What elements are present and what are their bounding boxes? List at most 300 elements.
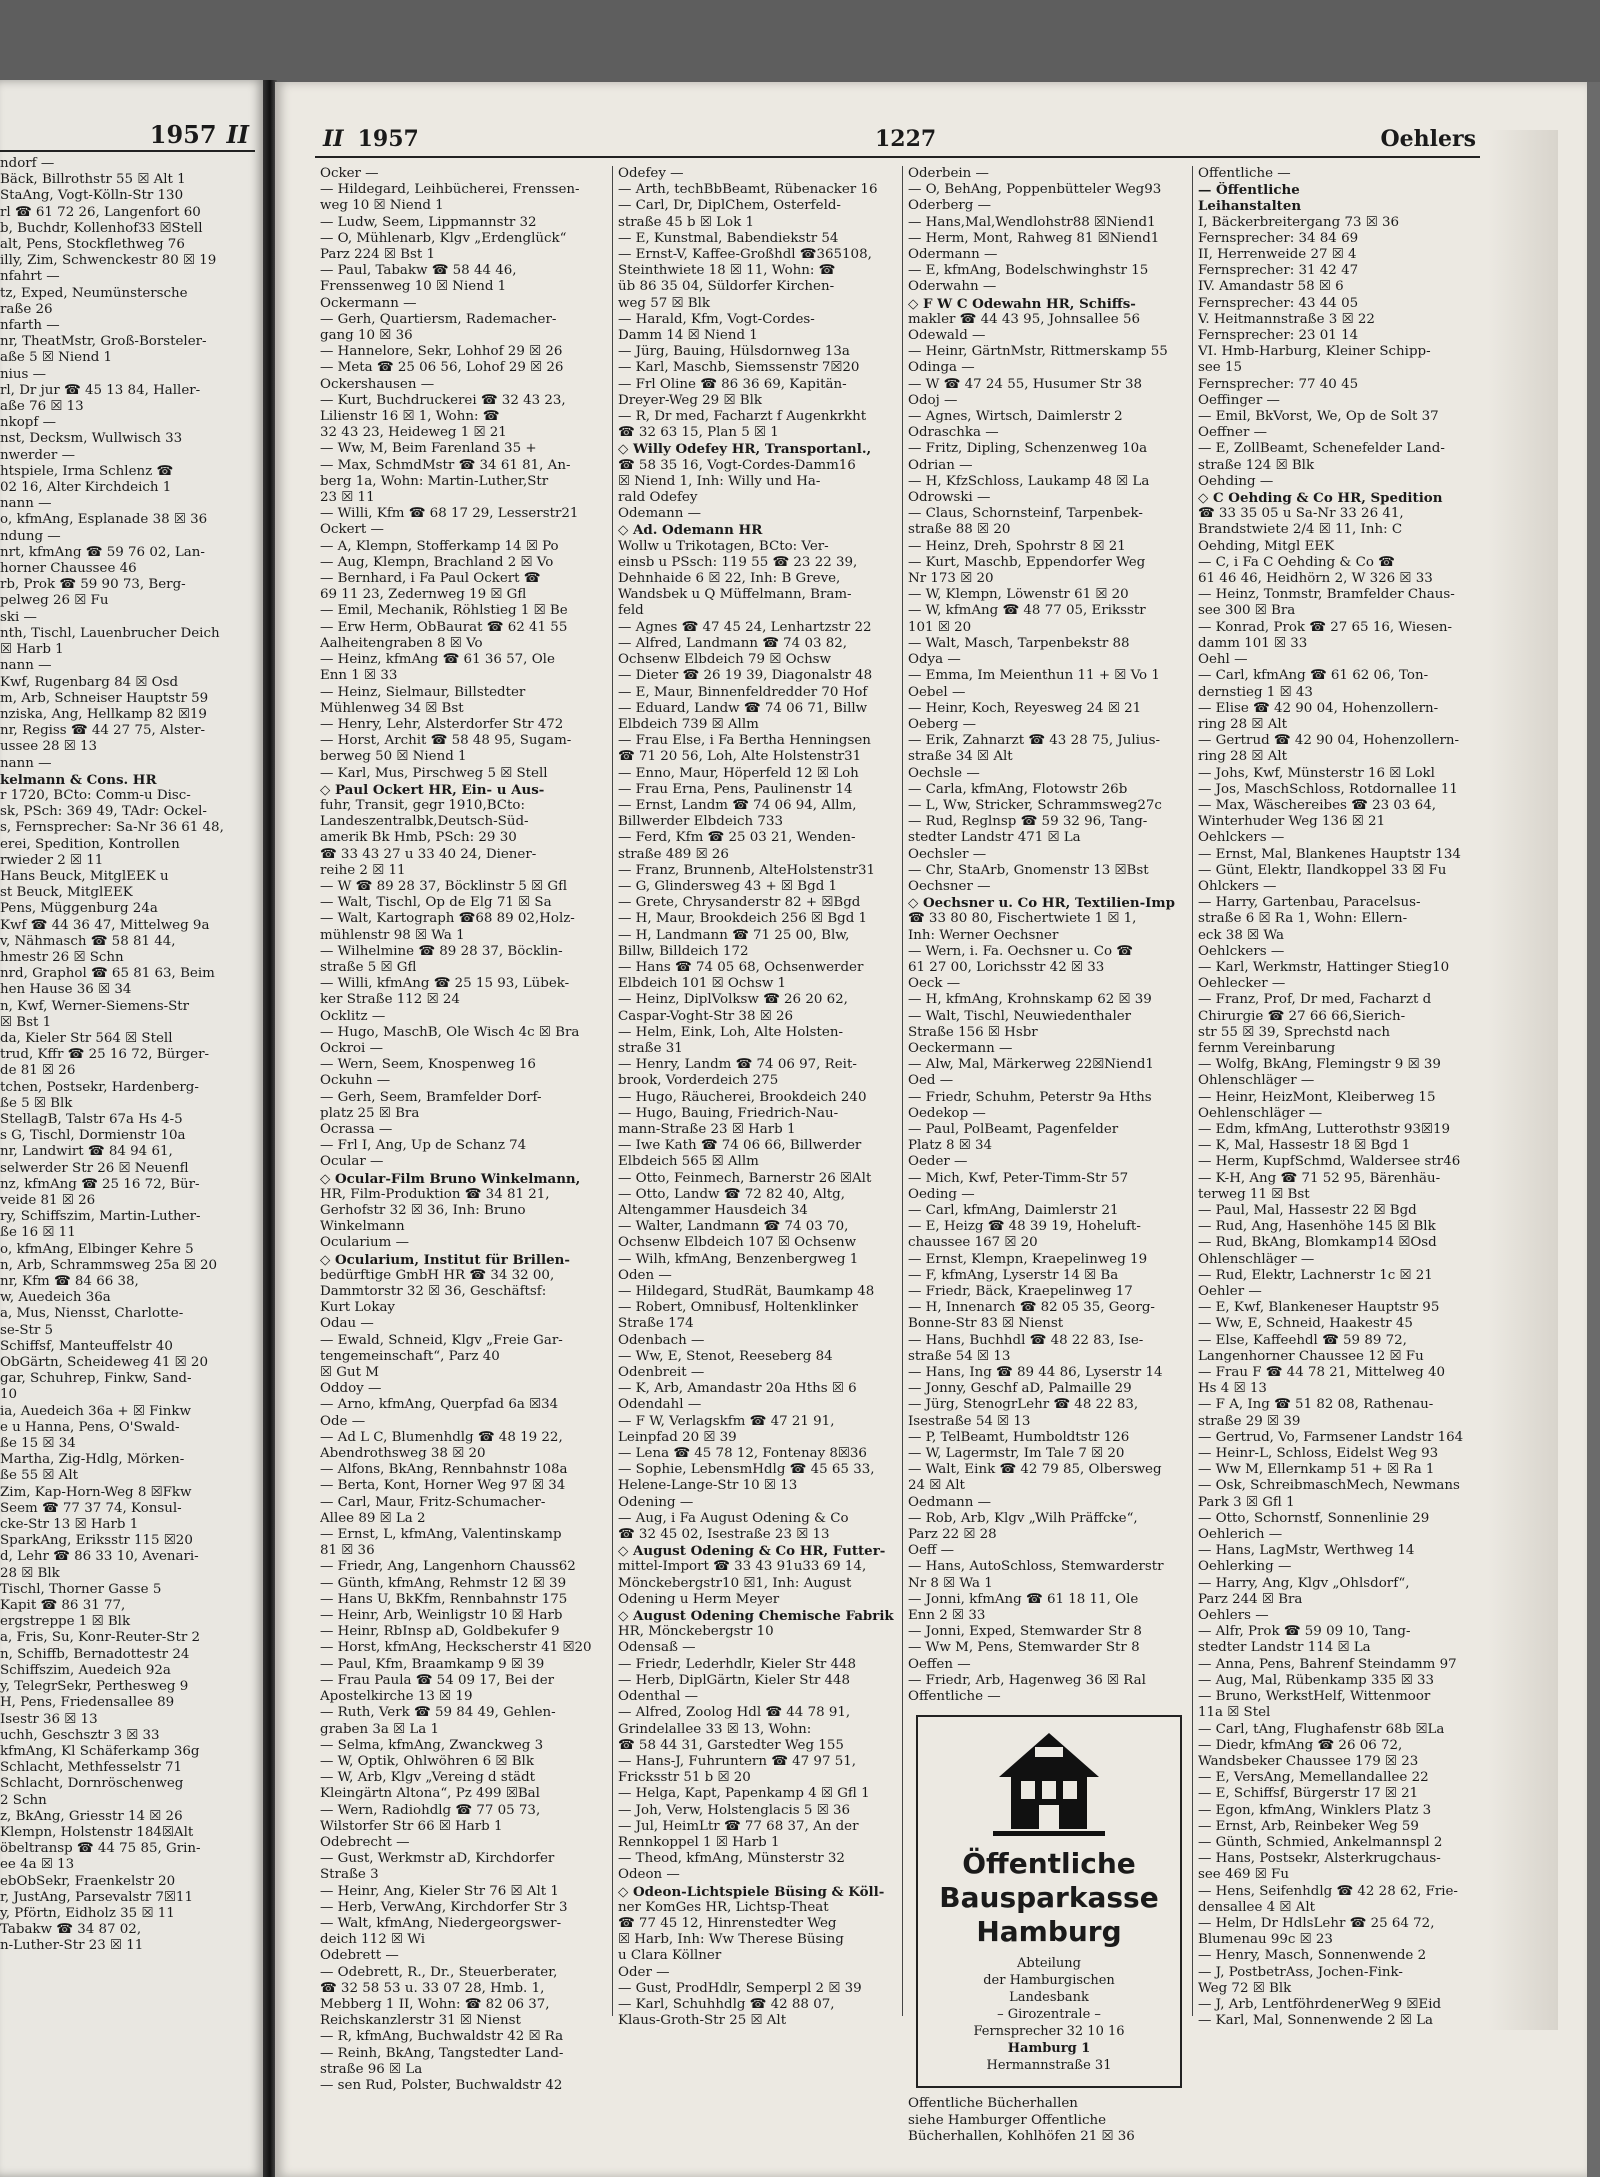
directory-entry: — Aug, i Fa August Odening & Co <box>618 1510 849 1526</box>
directory-entry: — Max, SchmdMstr ☎ 34 61 81, An- <box>320 457 571 473</box>
directory-entry: Enn 2 ☒ 33 <box>908 1608 986 1624</box>
directory-entry: — Chr, StaArb, Gnomenstr 13 ☒Bst <box>908 862 1149 878</box>
directory-entry: — Heinr, Arb, Weinligstr 10 ☒ Harb <box>320 1608 563 1624</box>
directory-entry: 10 <box>0 1387 18 1403</box>
directory-entry: — Frau F ☎ 44 78 21, Mittelweg 40 <box>1198 1365 1446 1381</box>
directory-entry: ski — <box>0 609 37 625</box>
directory-entry: Odenbreit — <box>618 1365 705 1381</box>
directory-entry: Odermann — <box>908 247 998 263</box>
directory-entry: Winkelmann <box>320 1219 405 1235</box>
directory-entry: — Gerh, Quartiersm, Rademacher- <box>320 311 557 327</box>
directory-entry: Oeding — <box>908 1186 975 1202</box>
directory-entry: Oehlerking — <box>1198 1559 1292 1575</box>
directory-entry: — Heinr, Koch, Reyesweg 24 ☒ 21 <box>908 700 1142 716</box>
directory-entry: Parz 224 ☒ Bst 1 <box>320 247 436 263</box>
directory-entry: — Erw Herm, ObBaurat ☎ 62 41 55 <box>320 619 568 635</box>
directory-entry: straße 29 ☒ 39 <box>1198 1413 1301 1429</box>
directory-entry: nz, kfmAng ☎ 25 16 72, Bür- <box>0 1176 200 1192</box>
directory-entry: — Hildegard, Leihbücherei, Frenssen- <box>320 182 580 198</box>
directory-entry: — Karl, Schuhhdlg ☎ 42 88 07, <box>618 1996 835 2012</box>
directory-entry: — Hans, Buchhdl ☎ 48 22 83, Ise- <box>908 1332 1144 1348</box>
directory-entry: — E, Schiffsf, Bürgerstr 17 ☒ 21 <box>1198 1786 1419 1802</box>
directory-entry: Blumenau 99c ☒ 23 <box>1198 1932 1333 1948</box>
directory-entry: — Paul, Tabakw ☎ 58 44 46, <box>320 263 517 279</box>
directory-entry: stedter Landstr 471 ☒ La <box>908 830 1081 846</box>
directory-entry: o, kfmAng, Esplanade 38 ☒ 36 <box>0 512 208 528</box>
directory-entry: rwieder 2 ☒ 11 <box>0 852 104 868</box>
directory-entry: Schlacht, Dornröschenweg <box>0 1776 184 1792</box>
directory-entry: — Willi, Kfm ☎ 68 17 29, Lesserstr21 <box>320 506 579 522</box>
directory-entry: Odemann — <box>618 506 702 522</box>
directory-entry: — Egon, kfmAng, Winklers Platz 3 <box>1198 1802 1432 1818</box>
directory-entry: Oechsle — <box>908 765 980 781</box>
directory-entry: Weg 72 ☒ Blk <box>1198 1980 1292 1996</box>
directory-entry: y, TelegrSekr, Perthesweg 9 <box>0 1679 189 1695</box>
directory-entry: Ocularium — <box>320 1235 410 1251</box>
directory-entry: Schlacht, Methfesselstr 71 <box>0 1760 183 1776</box>
directory-entry: Mühlenweg 34 ☒ Bst <box>320 700 464 716</box>
directory-entry: VI. Hmb-Harburg, Kleiner Schipp- <box>1198 344 1431 360</box>
directory-entry: Ohlenschläger — <box>1198 1073 1315 1089</box>
directory-entry: ia, Auedeich 36a + ☒ Finkw <box>0 1403 191 1419</box>
directory-entry: Billw, Billdeich 172 <box>618 943 749 959</box>
directory-entry: ◇ F W C Odewahn HR, Schiffs- <box>908 295 1136 312</box>
directory-entry: aße 76 ☒ 13 <box>0 399 84 415</box>
directory-entry: Damm 14 ☒ Niend 1 <box>618 328 758 344</box>
directory-entry: Landeszentralbk,Deutsch-Süd- <box>320 814 529 830</box>
directory-entry: Schiffszim, Auedeich 92a <box>0 1662 171 1678</box>
directory-entry: erei, Spedition, Kontrollen <box>0 836 180 852</box>
directory-entry: — Diedr, kfmAng ☎ 26 06 72, <box>1198 1737 1403 1753</box>
directory-entry: rl ☎ 61 72 26, Langenfort 60 <box>0 204 201 220</box>
directory-entry: — Erik, Zahnarzt ☎ 43 28 75, Julius- <box>908 733 1161 749</box>
directory-entry: Ocular — <box>320 1154 384 1170</box>
directory-entry: deich 112 ☒ Wi <box>320 1932 426 1948</box>
directory-entry: — Hans, Postsekr, Alsterkrugchaus- <box>1198 1851 1441 1867</box>
directory-entry: berg 1a, Wohn: Martin-Luther,Str <box>320 473 549 489</box>
directory-entry: ☎ 32 45 02, Isestraße 23 ☒ 13 <box>618 1527 830 1543</box>
directory-entry: Bonne-Str 83 ☒ Nienst <box>908 1316 1064 1332</box>
directory-entry: weg 10 ☒ Niend 1 <box>320 198 444 214</box>
directory-entry: Odendahl — <box>618 1397 702 1413</box>
directory-entry: — Paul, Mal, Hassestr 22 ☒ Bgd <box>1198 1203 1417 1218</box>
directory-entry: Dreyer-Weg 29 ☒ Blk <box>618 392 762 408</box>
directory-entry: — Aug, Klempn, Brachland 2 ☒ Vo <box>320 554 554 570</box>
directory-entry: — Heinr, Ang, Kieler Str 76 ☒ Alt 1 <box>320 1883 559 1899</box>
directory-entry: Brandstwiete 2/4 ☒ 11, Inh: C <box>1198 522 1403 538</box>
directory-entry: see 300 ☒ Bra <box>1198 603 1296 619</box>
directory-entry: stedter Landstr 114 ☒ La <box>1198 1640 1371 1656</box>
directory-entry: — Franz, Brunnenb, AlteHolstenstr31 <box>618 862 876 878</box>
directory-entry: 61 46 46, Heidhörn 2, W 326 ☒ 33 <box>1198 571 1433 587</box>
directory-entry: I, Bäckerbreitergang 73 ☒ 36 <box>1198 214 1400 230</box>
directory-entry: üb 86 35 04, Süldorfer Kirchen- <box>618 279 835 295</box>
directory-entry: — Karl, Mus, Pirschweg 5 ☒ Stell <box>320 765 548 781</box>
directory-entry: — Frl Oline ☎ 86 36 69, Kapitän- <box>618 376 847 392</box>
directory-entry: — Otto, Schornstf, Sonnenlinie 29 <box>1198 1510 1430 1526</box>
directory-entry: nann — <box>0 755 52 771</box>
directory-entry: Odrowski — <box>908 490 991 506</box>
directory-entry: — Rud, Ang, Hasenhöhe 145 ☒ Blk <box>1198 1219 1436 1235</box>
directory-entry: Fernsprecher: 43 44 05 <box>1198 295 1359 311</box>
directory-entry: — Theod, kfmAng, Münsterstr 32 <box>618 1851 845 1867</box>
directory-entry: — Otto, Feinmech, Barnerstr 26 ☒Alt <box>618 1170 872 1186</box>
directory-entry: — K, Mal, Hassestr 18 ☒ Bgd 1 <box>1198 1138 1411 1154</box>
directory-entry: — Gertrud ☎ 42 90 04, Hohenzollern- <box>1198 733 1460 749</box>
directory-entry: Oeckermann — <box>908 1040 1013 1056</box>
directory-entry: straße 5 ☒ Gfl <box>320 959 417 975</box>
directory-entry: Isestraße 54 ☒ 13 <box>908 1413 1031 1429</box>
right-page-header <box>315 122 1480 158</box>
directory-entry: — W, Klempn, Löwenstr 61 ☒ 20 <box>908 587 1129 603</box>
directory-entry: Oechsler — <box>908 846 987 862</box>
directory-entry: — W, kfmAng ☎ 48 77 05, Eriksstr <box>908 603 1146 619</box>
directory-entry: st Beuck, MitglEEK <box>0 885 133 901</box>
directory-entry: — Öffentliche <box>1198 182 1300 199</box>
directory-entry: ☎ 58 44 31, Garstedter Weg 155 <box>618 1737 844 1753</box>
directory-entry: — F A, Ing ☎ 51 82 08, Rathenau- <box>1198 1397 1434 1413</box>
directory-entry: ☎ 33 35 05 u Sa-Nr 33 26 41, <box>1198 506 1404 522</box>
directory-entry: Zim, Kap-Horn-Weg 8 ☒Fkw <box>0 1484 192 1500</box>
directory-entry: — W, Lagermstr, Im Tale 7 ☒ 20 <box>908 1446 1125 1462</box>
directory-entry: n, Kwf, Werner-Siemens-Str <box>0 998 190 1014</box>
directory-entry: — Hannelore, Sekr, Lohhof 29 ☒ 26 <box>320 344 563 360</box>
directory-entry: — Reinh, BkAng, Tangstedter Land- <box>320 2045 564 2061</box>
directory-entry: — Rud, Elektr, Lachnerstr 1c ☒ 21 <box>1198 1267 1433 1283</box>
directory-entry: ObGärtn, Scheideweg 41 ☒ 20 <box>0 1355 208 1371</box>
directory-entry: ☒ Niend 1, Inh: Willy und Ha- <box>618 473 821 489</box>
directory-entry: — Lena ☎ 45 78 12, Fontenay 8☒36 <box>618 1446 867 1462</box>
directory-entry: — Jonni, kfmAng ☎ 61 18 11, Ole <box>908 1591 1139 1607</box>
directory-entry: Apostelkirche 13 ☒ 19 <box>320 1689 473 1705</box>
directory-entry: ☎ 33 80 80, Fischertwiete 1 ☒ 1, <box>908 911 1137 927</box>
directory-entry: StaAng, Vogt-Kölln-Str 130 <box>0 188 184 204</box>
directory-entry: — Gust, ProdHdlr, Semperpl 2 ☒ 39 <box>618 1980 862 1996</box>
directory-entry: Winterhuder Weg 136 ☒ 21 <box>1198 814 1386 830</box>
directory-entry: Ocklitz — <box>320 1008 386 1024</box>
directory-entry: — Fritz, Dipling, Schenzenweg 10a <box>908 441 1148 457</box>
directory-entry: se-Str 5 <box>0 1322 54 1338</box>
directory-entry: gar, Schuhrep, Finkw, Sand- <box>0 1371 192 1387</box>
directory-entry: horner Chaussee 46 <box>0 561 137 577</box>
directory-entry: — Wilh, kfmAng, Benzenbergweg 1 <box>618 1251 859 1267</box>
directory-entry: — Heinr, RbInsp aD, Goldbekufer 9 <box>320 1624 560 1640</box>
directory-entry: Fernsprecher: 34 84 69 <box>1198 230 1359 246</box>
ad-title-line-2: Bausparkasse <box>939 1881 1159 1915</box>
directory-entry: densallee 4 ☒ Alt <box>1198 1899 1316 1915</box>
directory-entry: ☎ 32 63 15, Plan 5 ☒ 1 <box>618 425 779 441</box>
directory-entry: Oedmann — <box>908 1494 992 1510</box>
directory-entry: Oddoy — <box>320 1381 382 1397</box>
directory-entry: Oeberg — <box>908 716 977 732</box>
directory-entry: — E, kfmAng, Bodelschwinghstr 15 <box>908 263 1149 279</box>
directory-entry: Ocrassa — <box>320 1121 393 1137</box>
directory-entry: v, Nähmasch ☎ 58 81 44, <box>0 933 176 949</box>
directory-entry: — Friedr, Ang, Langenhorn Chauss62 <box>320 1559 576 1575</box>
directory-entry: 02 16, Alter Kirchdeich 1 <box>0 480 172 496</box>
directory-entry: dernstieg 1 ☒ 43 <box>1198 684 1313 700</box>
directory-entry: Isestr 36 ☒ 13 <box>0 1711 98 1727</box>
directory-entry: ◇ Ocular-Film Bruno Winkelmann, <box>320 1170 581 1187</box>
directory-entry: alt, Pens, Stockflethweg 76 <box>0 237 185 253</box>
directory-entry: — Ernst, Arb, Reinbeker Weg 59 <box>1198 1818 1419 1834</box>
directory-entry: Rennkoppel 1 ☒ Harb 1 <box>618 1834 780 1850</box>
directory-entry: — Ruth, Verk ☎ 59 84 49, Gehlen- <box>320 1705 556 1721</box>
directory-entry: n, Schiffb, Bernadottestr 24 <box>0 1646 190 1662</box>
directory-entry: Reichskanzlerstr 31 ☒ Nienst <box>320 2013 521 2029</box>
directory-entry: tz, Exped, Neumünstersche <box>0 285 188 301</box>
directory-entry: ◇ Willy Odefey HR, Transportanl., <box>618 441 872 458</box>
directory-entry: ergstreppe 1 ☒ Blk <box>0 1614 131 1630</box>
directory-entry: Gerhofstr 32 ☒ 36, Inh: Bruno <box>320 1203 526 1218</box>
directory-entry: nth, Tischl, Lauenbrucher Deich <box>0 625 220 641</box>
directory-entry: de 81 ☒ 26 <box>0 1063 76 1079</box>
directory-entry: straße 54 ☒ 13 <box>908 1348 1011 1364</box>
directory-entry: brook, Vorderdeich 275 <box>618 1073 779 1089</box>
directory-entry: ☎ 71 20 56, Loh, Alte Holstenstr31 <box>618 749 862 765</box>
directory-entry: — F W, Verlagskfm ☎ 47 21 91, <box>618 1413 835 1429</box>
directory-entry: damm 101 ☒ 33 <box>1198 635 1308 651</box>
directory-entry: Fernsprecher: 77 40 45 <box>1198 376 1359 392</box>
directory-entry: nwerder — <box>0 447 75 463</box>
directory-entry: — Meta ☎ 25 06 56, Lohof 29 ☒ 26 <box>320 360 564 376</box>
directory-entry: — Helga, Kapt, Papenkamp 4 ☒ Gfl 1 <box>618 1786 870 1802</box>
directory-entry: — Harald, Kfm, Vogt-Cordes- <box>618 311 815 327</box>
directory-entry: II, Herrenweide 27 ☒ 4 <box>1198 247 1357 263</box>
directory-entry: Odensaß — <box>618 1640 696 1656</box>
directory-entry: nrt, kfmAng ☎ 59 76 02, Lan- <box>0 544 205 560</box>
directory-entry: — O, BehAng, Poppenbütteler Weg93 <box>908 182 1162 198</box>
directory-entry: ☒ Harb, Inh: Ww Therese Büsing <box>618 1932 844 1948</box>
directory-entry: — Carl, kfmAng, Daimlerstr 21 <box>908 1203 1119 1218</box>
directory-entry: Kapit ☎ 86 31 77, <box>0 1598 126 1614</box>
directory-entry: — Rud, Reglnsp ☎ 59 32 96, Tang- <box>908 814 1148 830</box>
directory-entry: — K, Arb, Amandastr 20a Hths ☒ 6 <box>618 1381 857 1397</box>
directory-entry: — Arno, kfmAng, Querpfad 6a ☒34 <box>320 1397 559 1413</box>
directory-entry: — Berta, Kont, Horner Weg 97 ☒ 34 <box>320 1478 566 1494</box>
directory-entry: — Ernst, Klempn, Kraepelinweg 19 <box>908 1251 1148 1267</box>
right-header-roman: II <box>323 126 344 152</box>
directory-entry: — W, Optik, Ohlwöhren 6 ☒ Blk <box>320 1753 534 1769</box>
directory-entry: straße 124 ☒ Blk <box>1198 457 1315 473</box>
directory-entry: d, Lehr ☎ 86 33 10, Avenari- <box>0 1549 199 1565</box>
directory-entry: nfarth — <box>0 318 60 334</box>
directory-entry: aße 5 ☒ Niend 1 <box>0 350 113 366</box>
directory-entry: — Arth, techBbBeamt, Rübenacker 16 <box>618 182 878 198</box>
directory-entry: — Ludw, Seem, Lippmannstr 32 <box>320 214 537 230</box>
directory-entry: ☎ 77 45 12, Hinrenstedter Weg <box>618 1915 837 1931</box>
directory-entry: Inh: Werner Oechsner <box>908 927 1059 943</box>
directory-entry: — Konrad, Prok ☎ 27 65 16, Wiesen- <box>1198 619 1453 635</box>
directory-entry: — Harry, Gartenbau, Paracelsus- <box>1198 895 1421 911</box>
directory-entry: Wollw u Trikotagen, BCto: Ver- <box>618 538 829 554</box>
directory-entry: Seem ☎ 77 37 74, Konsul- <box>0 1500 182 1516</box>
directory-entry: Fricksstr 51 b ☒ 20 <box>618 1770 751 1786</box>
directory-entry: — Carl, kfmAng ☎ 61 62 06, Ton- <box>1198 668 1429 684</box>
directory-entry: Abendrothsweg 38 ☒ 20 <box>320 1446 486 1462</box>
directory-entry: — Elise ☎ 42 90 04, Hohenzollern- <box>1198 700 1439 716</box>
directory-column-3 <box>908 166 1190 2145</box>
directory-entry: Odinga — <box>908 360 975 376</box>
directory-entry: — H, Landmann ☎ 71 25 00, Blw, <box>618 927 850 943</box>
directory-column-2 <box>618 166 900 2029</box>
directory-entry: — Alfons, BkAng, Rennbahnstr 108a <box>320 1462 568 1478</box>
directory-entry: 23 ☒ 11 <box>320 490 375 506</box>
directory-entry: n-Luther-Str 23 ☒ 11 <box>0 1938 144 1954</box>
directory-entry: — Robert, Omnibusf, Holtenklinker <box>618 1300 858 1316</box>
directory-entry: Kwf, Rugenbarg 84 ☒ Osd <box>0 674 179 690</box>
directory-entry: — Kurt, Buchdruckerei ☎ 32 43 23, <box>320 392 566 408</box>
directory-entry: Oedekop — <box>908 1105 986 1121</box>
directory-entry: 101 ☒ 20 <box>908 619 972 635</box>
directory-entry: Oderberg — <box>908 198 991 214</box>
directory-entry: Oehlerich — <box>1198 1527 1283 1543</box>
directory-entry: Oehlckers — <box>1198 830 1285 846</box>
directory-entry: Odenbach — <box>618 1332 705 1348</box>
directory-entry: — Rud, BkAng, Blomkamp14 ☒Osd <box>1198 1235 1437 1251</box>
directory-entry: mittel-Import ☎ 33 43 91u33 69 14, <box>618 1559 867 1575</box>
directory-entry: Kleingärtn Altona“, Pz 499 ☒Bal <box>320 1786 540 1802</box>
directory-entry: a, Mus, Niensst, Charlotte- <box>0 1306 184 1322</box>
directory-entry: Lilienstr 16 ☒ 1, Wohn: ☎ <box>320 409 500 425</box>
directory-entry: ker Straße 112 ☒ 24 <box>320 992 460 1008</box>
directory-entry: Grindelallee 33 ☒ 13, Wohn: <box>618 1721 812 1737</box>
directory-entry: fernm Vereinbarung <box>1198 1040 1336 1056</box>
directory-entry: — Hugo, Räucherei, Brookdeich 240 <box>618 1089 867 1105</box>
directory-entry: mann-Straße 23 ☒ Harb 1 <box>618 1121 796 1137</box>
directory-entry: — Franz, Prof, Dr med, Facharzt d <box>1198 992 1432 1008</box>
directory-entry: — Hans, AutoSchloss, Stemwarderstr <box>908 1559 1164 1575</box>
directory-entry: — Emil, BkVorst, We, Op de Solt 37 <box>1198 409 1439 425</box>
left-header-year: 1957 <box>149 120 217 149</box>
directory-entry: — Else, Kaffeehdl ☎ 59 89 72, <box>1198 1332 1407 1348</box>
directory-entry: ee 4a ☒ 13 <box>0 1857 75 1873</box>
directory-entry: Odoj — <box>908 392 958 408</box>
directory-entry: Öffentliche Bücherhallen <box>908 2096 1078 2112</box>
directory-entry: Fernsprecher: 31 42 47 <box>1198 263 1359 279</box>
directory-entry: — Wern, i. Fa. Oechsner u. Co ☎ <box>908 943 1133 959</box>
directory-entry: Odebrecht — <box>320 1834 410 1850</box>
directory-entry: — Helm, Eink, Loh, Alte Holsten- <box>618 1024 844 1040</box>
directory-entry: — Karl, Maschb, Siemssenstr 7☒20 <box>618 360 860 376</box>
directory-entry: — Herb, VerwAng, Kirchdorfer Str 3 <box>320 1899 568 1915</box>
right-header-year: 1957 <box>357 126 419 152</box>
directory-entry: — Walt, Eink ☎ 42 79 85, Olbersweg <box>908 1462 1162 1478</box>
directory-entry: — H, Innenarch ☎ 82 05 35, Georg- <box>908 1300 1155 1316</box>
directory-entry: w, Auedeich 36a <box>0 1290 111 1306</box>
directory-entry: — Henry, Landm ☎ 74 06 97, Reit- <box>618 1057 857 1073</box>
directory-entry: nann — <box>0 496 52 512</box>
directory-entry: — E, VersAng, Memellandallee 22 <box>1198 1770 1429 1786</box>
directory-entry: — Henry, Masch, Sonnenwende 2 <box>1198 1948 1427 1964</box>
directory-entry: IV. Amandastr 58 ☒ 6 <box>1198 279 1344 295</box>
directory-entry: ◇ Odeon-Lichtspiele Büsing & Köll- <box>618 1883 885 1900</box>
directory-entry: — Carl, Dr, DiplChem, Osterfeld- <box>618 198 841 214</box>
ad-title-line-3: Hamburg <box>976 1915 1122 1949</box>
directory-entry: — Heinz, kfmAng ☎ 61 36 57, Ole <box>320 652 555 668</box>
directory-entry: — Johs, Kwf, Münsterstr 16 ☒ Lokl <box>1198 765 1435 781</box>
directory-entry: — Selma, kfmAng, Zwanckweg 3 <box>320 1737 544 1753</box>
directory-entry: — Ww, M, Beim Farenland 35 + <box>320 441 537 457</box>
directory-entry: — Walt, Tischl, Neuwiedenthaler <box>908 1008 1132 1024</box>
directory-entry: — Emil, Mechanik, Röhlstieg 1 ☒ Be <box>320 603 568 619</box>
directory-entry: htspiele, Irma Schlenz ☎ <box>0 463 174 479</box>
directory-entry: ebObSekr, Fraenkelstr 20 <box>0 1873 176 1889</box>
directory-entry: straße 489 ☒ 26 <box>618 846 729 862</box>
directory-entry: Elbdeich 739 ☒ Allm <box>618 716 759 732</box>
directory-entry: — J, PostbetrAss, Jochen-Fink- <box>1198 1964 1403 1980</box>
directory-entry: Wandsbek u Q Müffelmann, Bram- <box>618 587 852 603</box>
directory-entry: Mebberg 1 II, Wohn: ☎ 82 06 37, <box>320 1996 550 2012</box>
directory-entry: Schiffsf, Manteuffelstr 40 <box>0 1338 173 1354</box>
directory-entry: — Agnes, Wirtsch, Daimlerstr 2 <box>908 409 1123 425</box>
directory-entry: ☎ 58 35 16, Vogt-Cordes-Damm16 <box>618 457 856 473</box>
directory-entry: — Agnes ☎ 47 45 24, Lenhartzstr 22 <box>618 619 872 635</box>
directory-entry: ☒ Harb 1 <box>0 642 64 658</box>
directory-entry: Ochsenw Elbdeich 79 ☒ Ochsw <box>618 652 832 668</box>
directory-entry: — Alfred, Landmann ☎ 74 03 82, <box>618 635 848 651</box>
directory-entry: Bücherhallen, Kohlhöfen 21 ☒ 36 <box>908 2128 1135 2144</box>
left-page-entries <box>0 156 250 1955</box>
directory-entry: Oeff — <box>908 1543 955 1559</box>
directory-entry: nann — <box>0 658 52 674</box>
directory-entry: Oehler — <box>1198 1284 1262 1300</box>
directory-entry: HR, Mönckebergstr 10 <box>618 1624 774 1640</box>
directory-entry: — Grete, Chrysanderstr 82 + ☒Bgd <box>618 895 861 911</box>
directory-entry: Steinthwiete 18 ☒ 11, Wohn: ☎ <box>618 263 836 279</box>
directory-entry: — Gust, Werkmstr aD, Kirchdorfer <box>320 1851 555 1867</box>
directory-entry: — Wilhelmine ☎ 89 28 37, Böcklin- <box>320 943 563 959</box>
directory-entry: z, BkAng, Griesstr 14 ☒ 26 <box>0 1808 183 1824</box>
directory-entry: Nr 8 ☒ Wa 1 <box>908 1575 993 1591</box>
directory-entry: ße 5 ☒ Blk <box>0 1095 73 1111</box>
left-page-fragment <box>0 80 265 2177</box>
directory-entry: straße 6 ☒ Ra 1, Wohn: Ellern- <box>1198 911 1408 927</box>
directory-entry: feld <box>618 603 644 619</box>
directory-entry: Langenhorner Chaussee 12 ☒ Fu <box>1198 1348 1424 1364</box>
directory-entry: — Alfr, Prok ☎ 59 09 10, Tang- <box>1198 1624 1411 1640</box>
directory-entry: — Edm, kfmAng, Lutterothstr 93☒19 <box>1198 1121 1451 1137</box>
directory-entry: — Carl, tAng, Flughafenstr 68b ☒La <box>1198 1721 1445 1737</box>
directory-entry: — Ww, E, Schneid, Haakestr 45 <box>1198 1316 1413 1332</box>
directory-entry: — E, Kwf, Blankeneser Hauptstr 95 <box>1198 1300 1440 1316</box>
directory-entry: ring 28 ☒ Alt <box>1198 716 1288 732</box>
directory-entry: illy, Zim, Schwenckestr 80 ☒ 19 <box>0 253 217 269</box>
directory-entry: — sen Rud, Polster, Buchwaldstr 42 <box>320 2077 563 2093</box>
directory-entry: rald Odefey <box>618 490 698 506</box>
column-rule <box>902 166 903 2016</box>
directory-entry: — Emma, Im Meienthun 11 + ☒ Vo 1 <box>908 668 1160 684</box>
directory-entry: — Karl, Mal, Sonnenwende 2 ☒ La <box>1198 2013 1434 2029</box>
directory-entry: selwerder Str 26 ☒ Neuenfl <box>0 1160 189 1176</box>
directory-entry: s, Fernsprecher: Sa-Nr 36 61 48, <box>0 820 224 836</box>
directory-entry: V. Heitmannstraße 3 ☒ 22 <box>1198 311 1375 327</box>
directory-entry: — Ww, E, Stenot, Reeseberg 84 <box>618 1348 833 1364</box>
directory-entry: — Walt, Tischl, Op de Elg 71 ☒ Sa <box>320 895 552 911</box>
directory-entry: raße 26 <box>0 301 53 317</box>
directory-entry: Dammtorstr 32 ☒ 36, Geschäftsf: <box>320 1284 547 1300</box>
directory-entry: ☒ Bst 1 <box>0 1014 52 1030</box>
directory-entry: — Jos, MaschSchloss, Rotdornallee 11 <box>1198 781 1458 797</box>
directory-entry: Oderbein — <box>908 166 989 181</box>
directory-entry: Hans Beuck, MitglEEK u <box>0 868 169 884</box>
directory-entry: reihe 2 ☒ 11 <box>320 862 406 878</box>
directory-entry: Hs 4 ☒ 13 <box>1198 1381 1267 1397</box>
directory-entry: Ochsenw Elbdeich 107 ☒ Ochsenw <box>618 1235 857 1251</box>
directory-entry: — Walt, Masch, Tarpenbekstr 88 <box>908 635 1130 651</box>
directory-entry: Oeffner — <box>1198 425 1268 441</box>
directory-entry: pelweg 26 ☒ Fu <box>0 593 109 609</box>
